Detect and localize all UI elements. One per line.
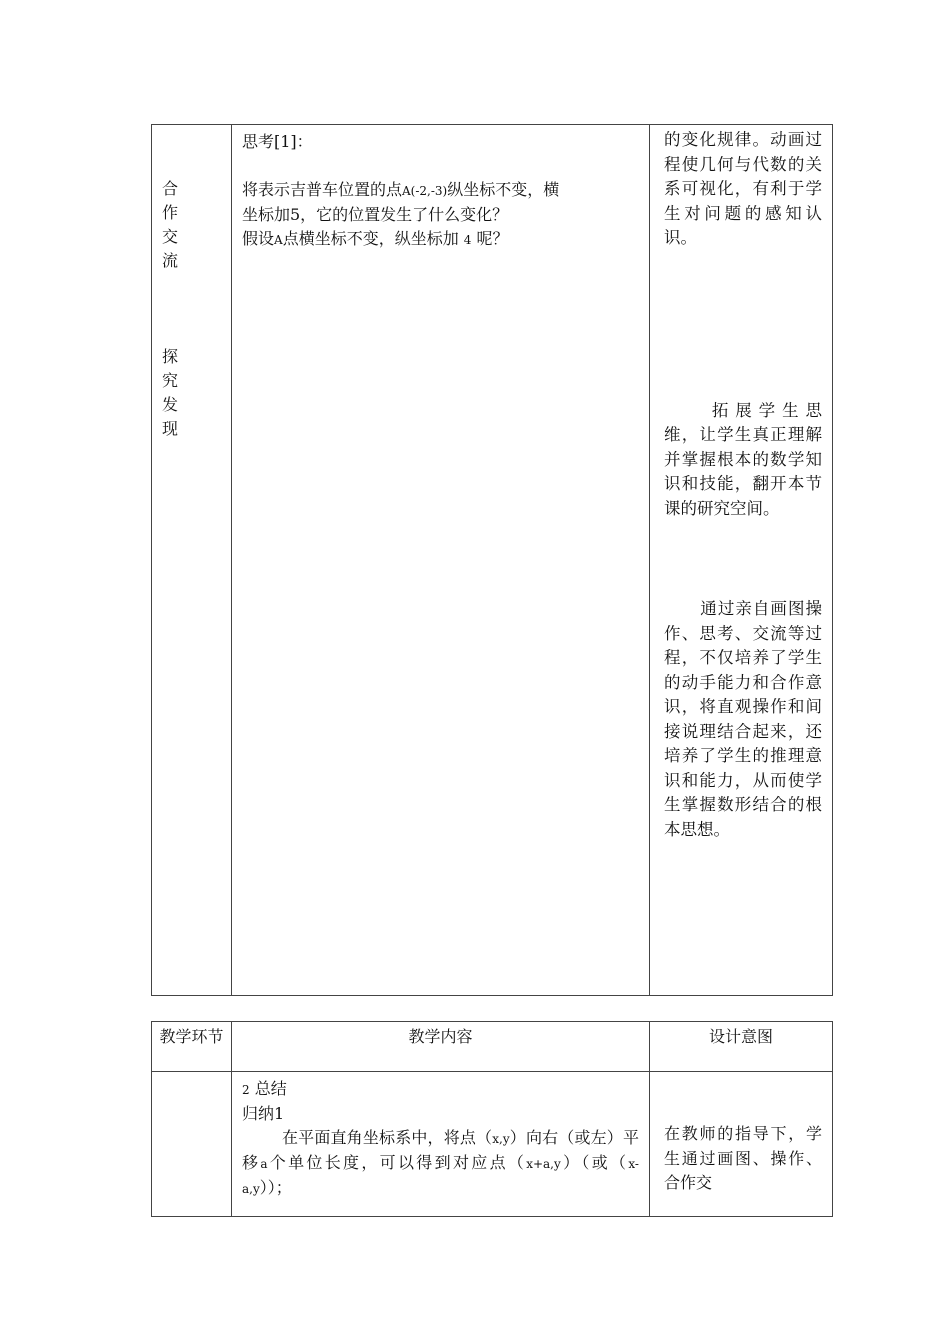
intent-paragraph: 的变化规律。动画过程使几何与代数的关系可视化，有利于学生对问题的感知认识。 <box>664 130 822 247</box>
text: 纵坐标不变，横 <box>447 180 560 199</box>
induction-label: 归纳1 <box>242 1104 285 1123</box>
intent-paragraph: 通过亲自画图操作、思考、交流等过程，不仅培养了学生的动手能力和合作意识，将直观操作和间接说理结合起来，还培养了学生的推理意识和能力，从而使学生掌握数形结合的根本思想。 <box>664 599 822 839</box>
intent-cell <box>650 125 833 996</box>
point-a: A(-2,-3) <box>402 184 448 198</box>
point-xa: x+a,y <box>526 1157 561 1171</box>
text: 呢？ <box>471 229 509 248</box>
design-intent: 在教师的指导下，学生通过画图、操作、合作交 <box>664 1124 822 1192</box>
stage-label <box>152 125 231 441</box>
content-line <box>242 227 639 252</box>
text: 点横坐标不变，纵坐标加 <box>282 229 464 248</box>
text: ））； <box>259 1178 292 1197</box>
intent-cell <box>650 1072 833 1217</box>
rule-paragraph <box>242 1126 639 1201</box>
content-line <box>242 178 639 203</box>
design-intent <box>650 125 832 842</box>
point-label: A <box>274 233 283 247</box>
stage-char: 现 <box>162 419 179 438</box>
stage-cell <box>152 1072 232 1217</box>
text: 在平面直角坐标系中，将点（ <box>282 1128 493 1147</box>
header-intent <box>650 1022 833 1072</box>
stage-char: 究 <box>162 371 179 390</box>
header-content-label: 教学内容 <box>408 1027 473 1046</box>
lesson-table-2 <box>151 1021 833 1217</box>
text: 将表示吉普车位置的点 <box>242 180 403 199</box>
stage-char: 作 <box>162 203 179 222</box>
point-xma: x-a,y <box>242 1157 639 1196</box>
text: ）（或（ <box>560 1153 629 1172</box>
header-stage <box>152 1022 232 1072</box>
content-cell <box>232 1072 650 1217</box>
summary-heading <box>242 1077 639 1102</box>
header-stage-label: 教学环节 <box>159 1027 224 1046</box>
text: 个单位长度，可以得到对应点（ <box>267 1153 527 1172</box>
stage-char: 发 <box>162 395 179 414</box>
header-content <box>232 1022 650 1072</box>
var-a: a <box>260 1157 268 1171</box>
stage-cell <box>152 125 232 996</box>
stage-char: 交 <box>162 227 179 246</box>
lesson-table-1 <box>151 124 833 996</box>
text: ）向右（或左）平移 <box>242 1128 639 1172</box>
text: 假设 <box>242 229 275 248</box>
teaching-content <box>232 125 649 252</box>
stage-char: 探 <box>162 347 179 366</box>
number: 4 <box>463 233 472 247</box>
point-xy: x,y <box>492 1132 510 1146</box>
intent-paragraph: 拓展学生思维，让学生真正理解并掌握根本的数学知识和技能，翻开本节课的研究空间。 <box>664 400 822 518</box>
content-cell <box>232 125 650 996</box>
summary-title: 总结 <box>249 1079 287 1098</box>
summary-number: 2 <box>242 1083 250 1097</box>
header-intent-label: 设计意图 <box>708 1027 773 1046</box>
think-title: 思考[1]： <box>242 132 313 151</box>
stage-char: 合 <box>162 179 179 198</box>
content-line: 坐标加5，它的位置发生了什么变化？ <box>242 205 509 224</box>
stage-char: 流 <box>162 251 179 270</box>
teaching-content <box>232 1072 649 1201</box>
